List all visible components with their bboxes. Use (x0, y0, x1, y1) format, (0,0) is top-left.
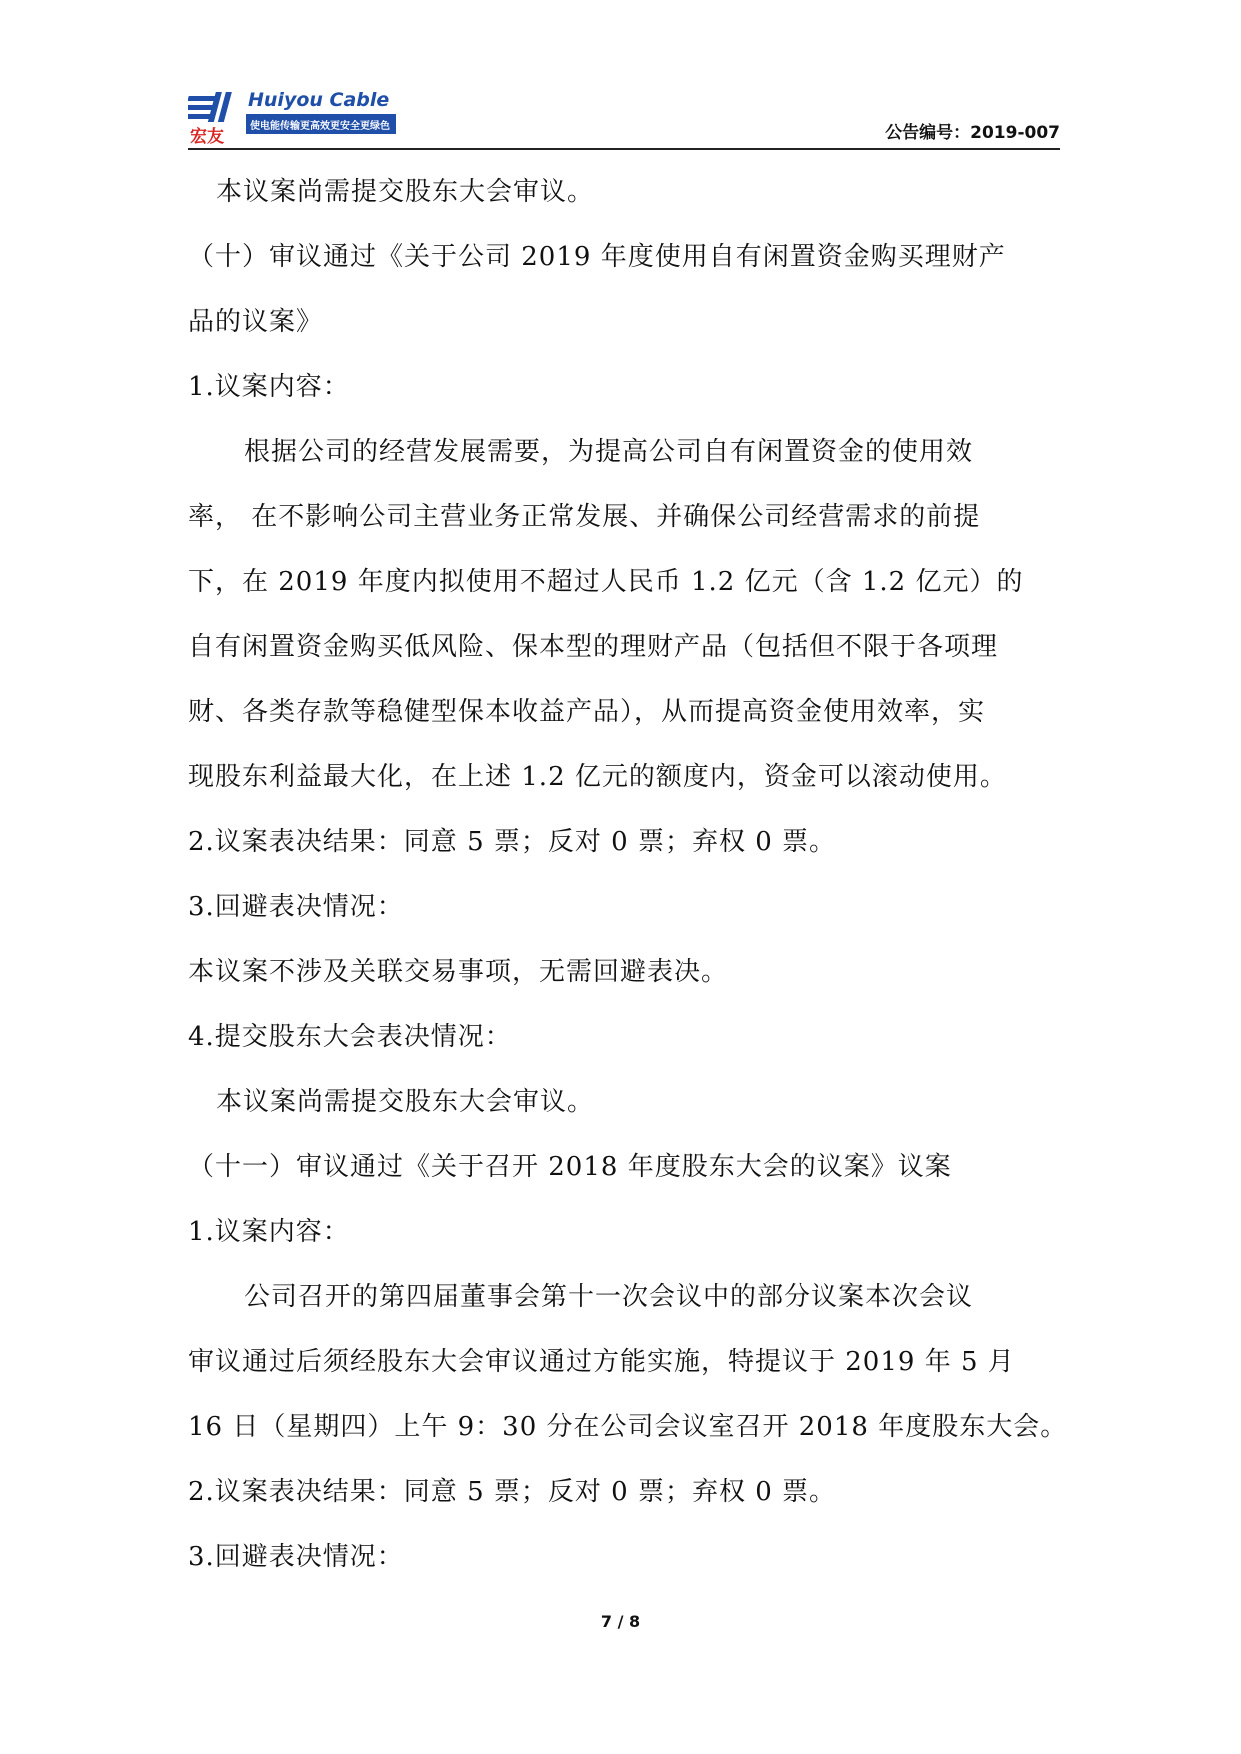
notice-number: 公告编号：2019-007 (885, 123, 1060, 143)
logo-emblem-icon (188, 92, 232, 122)
body-line: 1.议案内容： (188, 372, 350, 402)
body-line: 3.回避表决情况： (188, 892, 404, 922)
body-line: 财、各类存款等稳健型保本收益产品），从而提高资金使用效率，实 (188, 697, 986, 727)
document-body (188, 160, 1068, 1590)
body-line: 公司召开的第四届董事会第十一次会议中的部分议案本次会议 (244, 1282, 974, 1312)
page-number: 7 / 8 (600, 1612, 641, 1631)
body-line: 自有闲置资金购买低风险、保本型的理财产品（包括但不限于各项理 (188, 632, 999, 662)
company-logo (188, 84, 418, 148)
body-line: （十）审议通过《关于公司 2019 年度使用自有闲置资金购买理财产 (188, 242, 1006, 272)
body-line: 本议案尚需提交股东大会审议。 (216, 177, 595, 207)
body-line: 品的议案》 (188, 307, 324, 337)
body-line: 审议通过后须经股东大会审议通过方能实施，特提议于 2019 年 5 月 (188, 1347, 1015, 1377)
body-line: 现股东利益最大化，在上述 1.2 亿元的额度内，资金可以滚动使用。 (188, 762, 1007, 792)
page-header (188, 84, 1060, 148)
body-line: 根据公司的经营发展需要，为提高公司自有闲置资金的使用效 (244, 437, 974, 467)
body-line: 2.议案表决结果：同意 5 票；反对 0 票；弃权 0 票。 (188, 1477, 837, 1507)
body-line: 2.议案表决结果：同意 5 票；反对 0 票；弃权 0 票。 (188, 827, 837, 857)
body-line: 16 日（星期四）上午 9：30 分在公司会议室召开 2018 年度股东大会。 (188, 1412, 1068, 1442)
header-divider (188, 148, 1060, 150)
body-line: 本议案不涉及关联交易事项，无需回避表决。 (188, 957, 729, 987)
logo-brand-text: Huiyou Cable (248, 89, 390, 111)
body-line: （十一）审议通过《关于召开 2018 年度股东大会的议案》议案 (188, 1152, 952, 1182)
body-line: 1.议案内容： (188, 1217, 350, 1247)
body-line: 率， 在不影响公司主营业务正常发展、并确保公司经营需求的前提 (188, 502, 981, 532)
logo-mark-text: 宏友 (190, 127, 224, 147)
body-line: 3.回避表决情况： (188, 1542, 404, 1572)
logo-slogan-text: 使电能传输更高效更安全更绿色 (250, 121, 390, 132)
body-line: 4.提交股东大会表决情况： (188, 1022, 512, 1052)
body-line: 本议案尚需提交股东大会审议。 (216, 1087, 595, 1117)
body-line: 下，在 2019 年度内拟使用不超过人民币 1.2 亿元（含 1.2 亿元）的 (188, 567, 1024, 597)
